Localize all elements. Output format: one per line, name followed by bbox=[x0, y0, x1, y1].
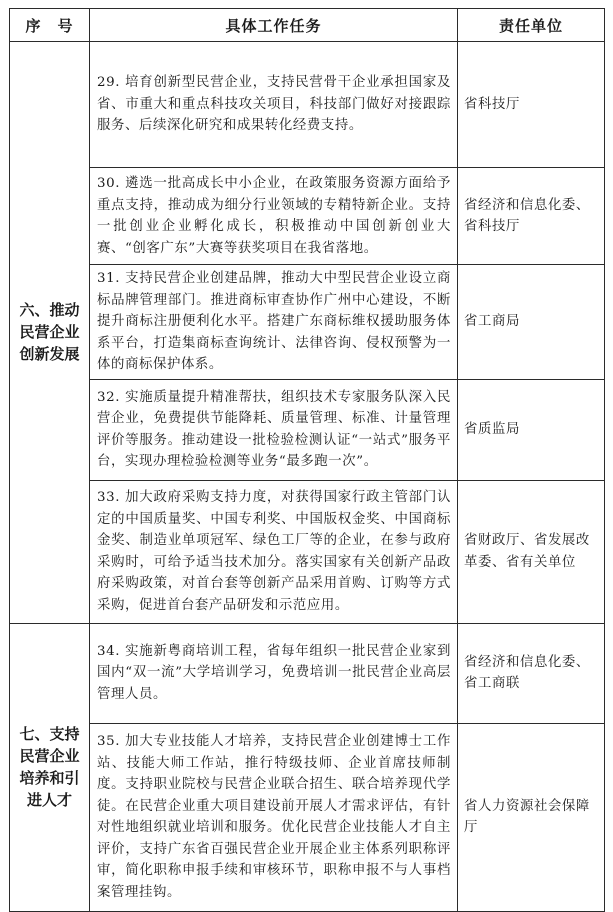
category-label: 七、支持民营企业培养和引进人才 bbox=[19, 725, 80, 809]
unit-cell: 省人力资源社会保障厅 bbox=[458, 723, 605, 911]
table-row bbox=[10, 379, 605, 480]
task-cell: 34. 实施新粤商培训工程，省每年组织一批民营企业家到国内“双一流”大学培训学习，免费培训一批民营企业高层管理人员。 bbox=[90, 623, 458, 723]
table-row bbox=[10, 723, 605, 911]
unit-cell: 省工商局 bbox=[458, 265, 605, 380]
unit-cell: 省财政厅、省发展改革委、省有关单位 bbox=[458, 480, 605, 623]
header-task: 具体工作任务 bbox=[90, 9, 458, 42]
table-row bbox=[10, 265, 605, 380]
task-table bbox=[9, 8, 605, 912]
table-row bbox=[10, 623, 605, 723]
task-cell: 32. 实施质量提升精准帮扶，组织技术专家服务队深入民营企业，免费提供节能降耗、质量管理、标准、计量管理评价等服务。推动建设一批检验检测认证“一站式”服务平台，实现办理检验检测等业务“最多跑一次”。 bbox=[90, 379, 458, 480]
task-cell: 29. 培育创新型民营企业，支持民营骨干企业承担国家及省、市重大和重点科技攻关项目，科技部门做好对接跟踪服务、后续深化研究和成果转化经费支持。 bbox=[90, 42, 458, 168]
table-row bbox=[10, 480, 605, 623]
task-cell: 30. 遴选一批高成长中小企业，在政策服务资源方面给予重点支持，推动成为细分行业领域的专精特新企业。支持一批创业企业孵化成长，积极推动中国创新创业大赛、“创客广东”大赛等获奖项目在我省落地。 bbox=[90, 168, 458, 265]
header-unit: 责任单位 bbox=[458, 9, 605, 42]
header-no: 序 号 bbox=[10, 9, 90, 42]
task-cell: 31. 支持民营企业创建品牌，推动大中型民营企业设立商标品牌管理部门。推进商标审查协作广州中心建设，不断提升商标注册便利化水平。搭建广东商标维权援助服务体系平台，打造集商标查询统计、法律咨询、侵权预警为一体的商标保护体系。 bbox=[90, 265, 458, 380]
category-label: 六、推动民营企业创新发展 bbox=[19, 301, 80, 364]
task-cell: 35. 加大专业技能人才培养，支持民营企业创建博士工作站、技能大师工作站，推行特级技师、企业首席技师制度。支持职业院校与民营企业联合招生、联合培养现代学徒。在民营企业重大项目建设前开展人才需求评估，有针对性地组织就业培训和服务。优化民营企业技能人才自主评价，支持广东省百强民营企业开展企业主体系列职称评审，简化职称申报手续和审核环节，职称申报不与人事档案管理挂钩。 bbox=[90, 723, 458, 911]
header-row bbox=[10, 9, 605, 42]
unit-cell: 省经济和信息化委、省科技厅 bbox=[458, 168, 605, 265]
task-cell: 33. 加大政府采购支持力度，对获得国家行政主管部门认定的中国质量奖、中国专利奖、中国版权金奖、中国商标金奖、制造业单项冠军、绿色工厂等的企业，在参与政府采购时，可给予适当技术加分。落实国家有关创新产品政府采购政策，对首台套等创新产品采用首购、订购等方式采购，促进首台套产品研发和示范应用。 bbox=[90, 480, 458, 623]
category-cell bbox=[10, 623, 90, 911]
unit-cell: 省质监局 bbox=[458, 379, 605, 480]
table-row bbox=[10, 168, 605, 265]
unit-cell: 省科技厅 bbox=[458, 42, 605, 168]
unit-cell: 省经济和信息化委、省工商联 bbox=[458, 623, 605, 723]
category-cell bbox=[10, 42, 90, 624]
table-row bbox=[10, 42, 605, 168]
